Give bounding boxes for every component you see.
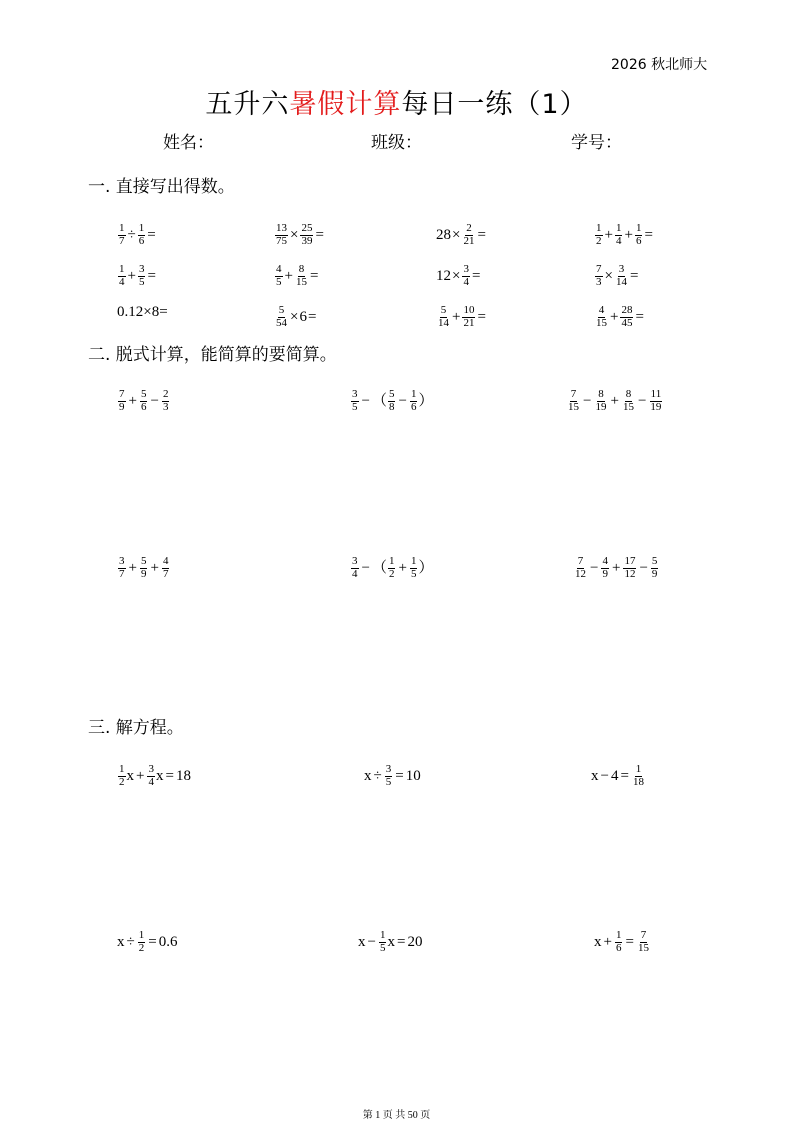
numerator: 1 [635, 222, 642, 234]
denominator: 3 [162, 400, 169, 413]
denominator: 5 [138, 275, 145, 288]
operator: − [590, 559, 599, 576]
denominator: 15 [596, 316, 607, 329]
numerator: 3 [463, 263, 469, 275]
operator: = [396, 933, 406, 950]
operator: − [361, 559, 370, 576]
numerator: 1 [410, 555, 417, 567]
oral-problem [274, 305, 317, 329]
oral-problem [436, 305, 487, 329]
fraction [410, 556, 418, 580]
fraction [118, 389, 126, 413]
operator: + [610, 392, 619, 409]
term: （ [371, 559, 387, 576]
operator: × [290, 226, 299, 243]
numerator: 5 [140, 388, 147, 400]
denominator: 2 [596, 234, 602, 247]
numerator: 1 [138, 929, 145, 941]
denominator: 2 [138, 941, 145, 954]
term: 0.6 [158, 933, 178, 950]
fraction [275, 223, 288, 247]
section-2-heading: 二. 脱式计算，能简算的要简算。 [88, 345, 337, 365]
equation-problem [117, 930, 177, 954]
operator: = [625, 933, 634, 950]
term: x [155, 767, 164, 784]
numerator: 1 [596, 222, 602, 234]
operator: − [637, 392, 647, 409]
operator: + [603, 933, 612, 950]
operator: ÷ [127, 226, 136, 243]
operator: − [367, 933, 376, 950]
fraction [275, 264, 283, 288]
equation-problem [591, 764, 646, 788]
fraction [601, 556, 609, 580]
operator: = [629, 267, 639, 284]
title-part-1: 五升六 [205, 89, 290, 120]
term: 28 [436, 226, 451, 243]
fraction [351, 556, 359, 580]
operator: × [604, 267, 613, 284]
numerator: 1 [615, 222, 622, 234]
term: x [126, 767, 134, 784]
term: 20 [407, 933, 423, 950]
term: 10 [405, 767, 421, 784]
denominator: 5 [276, 275, 282, 288]
operator: × [452, 267, 461, 284]
fraction [140, 389, 148, 413]
fraction [300, 223, 313, 247]
fraction [462, 223, 475, 247]
numerator: 2 [466, 222, 472, 234]
fraction [295, 264, 308, 288]
oral-problem [117, 305, 168, 320]
oral-problem [594, 223, 654, 247]
denominator: 9 [119, 400, 125, 413]
numerator: 8 [598, 388, 604, 400]
title-highlight: 暑假计算 [289, 89, 402, 120]
fraction [462, 264, 470, 288]
denominator: 14 [615, 275, 627, 288]
operator: − [361, 392, 370, 409]
operator: = [635, 308, 644, 325]
numerator: 3 [618, 263, 625, 275]
operator: = [395, 767, 404, 784]
oral-problem [274, 223, 325, 247]
fraction [118, 223, 126, 247]
denominator: 14 [438, 316, 449, 329]
fraction [118, 764, 126, 788]
term: x [364, 767, 372, 784]
term: （ [371, 392, 387, 409]
fraction [118, 264, 126, 288]
fraction [138, 264, 146, 288]
calc-problem [117, 389, 170, 413]
denominator: 21 [463, 234, 475, 247]
denominator: 4 [615, 234, 622, 247]
numerator: 1 [379, 929, 386, 941]
fraction [162, 389, 170, 413]
numerator: 1 [119, 263, 125, 275]
equation-problem [117, 764, 191, 788]
term: x [117, 933, 125, 950]
oral-problem [436, 264, 481, 288]
denominator: 54 [276, 316, 287, 329]
oral-problem [274, 264, 319, 288]
operator: + [610, 308, 619, 325]
fraction [615, 930, 623, 954]
denominator: 7 [119, 567, 125, 580]
numerator: 1 [138, 222, 145, 234]
fraction [437, 305, 450, 329]
fraction [651, 556, 659, 580]
denominator: 2 [388, 567, 395, 580]
numerator: 7 [570, 388, 577, 400]
fraction [595, 264, 603, 288]
page-footer: 第 1 页 共 50 页 [362, 1110, 431, 1121]
numerator: 4 [276, 263, 282, 275]
operator: + [452, 308, 461, 325]
numerator: 7 [577, 555, 584, 567]
class-label: 班级： [371, 133, 422, 153]
numerator: 1 [615, 929, 622, 941]
calc-problem [117, 556, 170, 580]
denominator: 5 [352, 400, 358, 413]
denominator: 4 [119, 275, 125, 288]
numerator: 4 [602, 555, 608, 567]
denominator: 5 [385, 775, 392, 788]
numerator: 5 [278, 304, 285, 316]
denominator: 39 [301, 234, 313, 247]
page-title [0, 82, 793, 121]
fraction [275, 305, 288, 329]
denominator: 6 [635, 234, 642, 247]
numerator: 5 [651, 555, 658, 567]
denominator: 19 [595, 400, 607, 413]
operator: ÷ [126, 933, 135, 950]
operator: + [604, 226, 613, 243]
fraction [622, 389, 635, 413]
fraction [388, 389, 396, 413]
operator: + [127, 267, 136, 284]
term: 12 [436, 267, 451, 284]
term: 6 [299, 308, 307, 325]
operator: = [315, 226, 324, 243]
fraction [620, 305, 633, 329]
denominator: 7 [162, 567, 169, 580]
numerator: 4 [598, 304, 605, 316]
fraction [595, 223, 603, 247]
denominator: 7 [119, 234, 125, 247]
numerator: 8 [625, 388, 632, 400]
fraction [649, 389, 662, 413]
denominator: 12 [575, 567, 586, 580]
term: 0.12×8= [117, 304, 168, 320]
denominator: 5 [379, 941, 386, 954]
denominator: 9 [140, 567, 147, 580]
denominator: 75 [276, 234, 287, 247]
numerator: 7 [119, 388, 125, 400]
denominator: 6 [140, 400, 147, 413]
term: x [591, 767, 599, 784]
denominator: 45 [621, 316, 633, 329]
denominator: 3 [596, 275, 602, 288]
term: 18 [175, 767, 191, 784]
equation-problem [364, 764, 421, 788]
operator: + [128, 392, 137, 409]
numerator: 13 [276, 222, 287, 234]
numerator: 2 [162, 388, 169, 400]
numerator: 8 [298, 263, 305, 275]
denominator: 18 [632, 775, 644, 788]
numerator: 1 [388, 555, 395, 567]
numerator: 1 [635, 763, 642, 775]
denominator: 6 [138, 234, 145, 247]
denominator: 6 [410, 400, 417, 413]
numerator: 5 [440, 304, 447, 316]
numerator: 1 [119, 763, 125, 775]
term: 4 [610, 767, 619, 784]
oral-problem [436, 223, 487, 247]
numerator: 7 [640, 929, 647, 941]
operator: = [477, 308, 486, 325]
denominator: 6 [615, 941, 622, 954]
fraction [118, 556, 126, 580]
operator: × [290, 308, 299, 325]
numerator: 7 [596, 263, 602, 275]
operator: = [477, 226, 486, 243]
term: ） [418, 559, 434, 576]
term: x [358, 933, 366, 950]
numerator: 3 [119, 555, 125, 567]
section-1-heading: 一. 直接写出得数。 [88, 177, 235, 197]
operator: + [624, 226, 633, 243]
fraction [637, 930, 650, 954]
operator: − [150, 392, 159, 409]
calc-problem [350, 389, 433, 413]
operator: = [620, 767, 629, 784]
fraction [615, 223, 623, 247]
operator: ÷ [373, 767, 382, 784]
calc-problem [566, 389, 663, 413]
fraction [623, 556, 636, 580]
numerator: 1 [119, 222, 125, 234]
fraction [147, 764, 155, 788]
numerator: 3 [385, 763, 392, 775]
denominator: 4 [352, 567, 358, 580]
numerator: 1 [410, 388, 417, 400]
fraction [138, 223, 146, 247]
student-number-label: 学号： [571, 133, 622, 153]
operator: × [452, 226, 461, 243]
numerator: 3 [352, 388, 358, 400]
denominator: 8 [388, 400, 395, 413]
equation-problem [358, 930, 422, 954]
numerator: 5 [388, 388, 395, 400]
operator: = [147, 267, 156, 284]
numerator: 3 [352, 555, 358, 567]
operator: = [471, 267, 481, 284]
denominator: 9 [651, 567, 658, 580]
fraction [388, 556, 396, 580]
operator: + [136, 767, 145, 784]
denominator: 12 [624, 567, 636, 580]
fraction [162, 556, 170, 580]
calc-problem [573, 556, 659, 580]
fraction [462, 305, 475, 329]
fraction [594, 389, 607, 413]
oral-problem [594, 264, 639, 288]
operator: − [398, 392, 407, 409]
denominator: 21 [463, 316, 475, 329]
denominator: 15 [622, 400, 634, 413]
operator: = [309, 267, 319, 284]
denominator: 9 [602, 567, 608, 580]
fraction [138, 930, 146, 954]
fraction [632, 764, 645, 788]
numerator: 5 [140, 555, 147, 567]
denominator: 4 [463, 275, 469, 288]
fraction [410, 389, 418, 413]
fraction [615, 264, 628, 288]
operator: − [583, 392, 592, 409]
denominator: 15 [295, 275, 307, 288]
denominator: 15 [568, 400, 579, 413]
operator: + [128, 559, 137, 576]
oral-problem [117, 264, 157, 288]
fraction [635, 223, 643, 247]
section-3-heading: 三. 解方程。 [88, 718, 184, 738]
numerator: 11 [650, 388, 662, 400]
fraction [140, 556, 148, 580]
numerator: 25 [301, 222, 313, 234]
name-label: 姓名： [163, 133, 214, 153]
numerator: 28 [621, 304, 633, 316]
operator: = [165, 767, 174, 784]
denominator: 19 [650, 400, 662, 413]
numerator: 3 [148, 763, 154, 775]
numerator: 4 [162, 555, 169, 567]
numerator: 10 [463, 304, 475, 316]
operator: + [150, 559, 159, 576]
fraction [351, 389, 359, 413]
operator: = [148, 933, 157, 950]
edition-label: 2026 秋北师大 [611, 57, 708, 73]
term: x [387, 933, 395, 950]
operator: + [284, 267, 293, 284]
equation-problem [594, 930, 651, 954]
fraction [385, 764, 393, 788]
operator: + [611, 559, 621, 576]
operator: = [147, 226, 156, 243]
fraction [567, 389, 580, 413]
operator: = [307, 308, 317, 325]
calc-problem [350, 556, 433, 580]
oral-problem [594, 305, 645, 329]
denominator: 5 [410, 567, 417, 580]
numerator: 17 [624, 555, 636, 567]
denominator: 2 [119, 775, 125, 788]
denominator: 15 [637, 941, 649, 954]
term: x [594, 933, 602, 950]
fraction [595, 305, 608, 329]
operator: + [398, 559, 407, 576]
operator: − [600, 767, 609, 784]
term: ） [418, 392, 434, 409]
fraction [574, 556, 587, 580]
fraction [379, 930, 387, 954]
denominator: 4 [148, 775, 154, 788]
operator: = [644, 226, 653, 243]
title-part-3: 每日一练（1） [401, 89, 588, 120]
operator: − [639, 559, 648, 576]
numerator: 3 [138, 263, 145, 275]
oral-problem [117, 223, 157, 247]
